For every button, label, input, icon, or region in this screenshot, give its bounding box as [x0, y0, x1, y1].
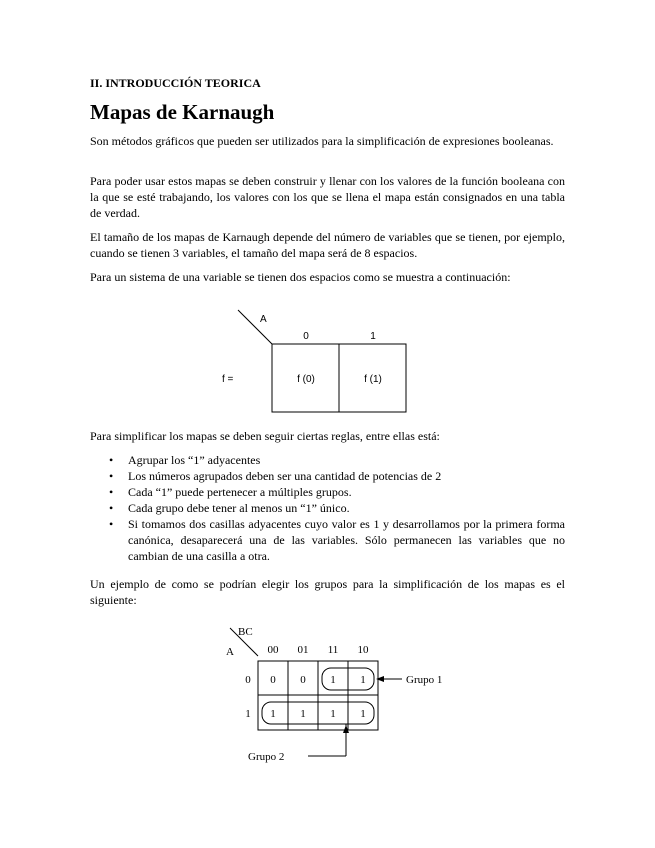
kmap1-function-label: f =: [222, 374, 234, 385]
paragraph-example-intro: Un ejemplo de como se podrían elegir los grupos para la simplificación de los mapas es el siguiente:: [90, 577, 565, 607]
rule-item: • Si tomamos dos casillas adyacentes cuyo valor es 1 y desarrollamos por la primera forma canónica, desaparecerá una de las variables. Sólo permanecen las variables que no cambian de una casilla a otra.: [128, 516, 565, 564]
kmap2-body: [226, 622, 566, 768]
paragraph-definition: Son métodos gráficos que pueden ser utilizados para la simplificación de expresiones booleanas.: [90, 134, 554, 148]
page-title: Mapas de Karnaugh: [90, 100, 275, 124]
one-variable-kmap-figure: [220, 306, 420, 418]
kmap1-variable-label: A: [260, 314, 267, 325]
rules-list: [90, 452, 565, 564]
rule-item: • Los números agrupados deben ser una cantidad de potencias de 2: [128, 468, 565, 484]
kmap2-column-variable: BC: [238, 626, 253, 638]
kmap2-cell: 1: [300, 708, 306, 720]
kmap2-cell: 1: [270, 708, 276, 720]
kmap2-cell: 1: [360, 708, 366, 720]
rule-item: • Cada grupo debe tener al menos un “1” único.: [128, 500, 565, 516]
kmap2-col-header-10: 10: [357, 644, 369, 656]
rule-item: • Cada “1” puede pertenecer a múltiples grupos.: [128, 484, 565, 500]
group-1-arrowhead: [376, 676, 384, 682]
group-2-label: Grupo 2: [248, 751, 285, 763]
paragraph-size: El tamaño de los mapas de Karnaugh depende del número de variables que se tienen, por ejemplo, cuando se tienen 3 variables, el tamaño del mapa será de 8 espacios.: [90, 230, 565, 260]
kmap2-cell: 1: [360, 674, 366, 686]
kmap2-cell: 1: [330, 674, 336, 686]
section-heading: II. INTRODUCCIÓN TEORICA: [90, 76, 261, 90]
paragraph-rules-intro: Para simplificar los mapas se deben seguir ciertas reglas, entre ellas está:: [90, 429, 440, 443]
paragraph-construction: Para poder usar estos mapas se deben construir y llenar con los valores de la función booleana con la que se esté trabajando, los valores con los que se llena el mapa están consignados en una tabla de verdad.: [90, 174, 565, 220]
kmap1-cell-1: f (1): [364, 374, 382, 385]
kmap1-cell-0: f (0): [297, 374, 315, 385]
kmap1-col-header-0: 0: [303, 331, 309, 342]
kmap2-row-variable: A: [226, 646, 234, 658]
rule-item: • Agrupar los “1” adyacentes: [128, 452, 565, 468]
kmap2-row-header-1: 1: [245, 708, 251, 720]
kmap2-cell: 0: [270, 674, 276, 686]
kmap2-col-header-01: 01: [297, 644, 309, 656]
kmap1-diagonal-line: [238, 310, 272, 344]
paragraph-one-variable: Para un sistema de una variable se tienen dos espacios como se muestra a continuación:: [90, 270, 511, 284]
kmap2-cell: 1: [330, 708, 336, 720]
kmap2-col-header-11: 11: [327, 644, 339, 656]
kmap2-row-header-0: 0: [245, 674, 251, 686]
group-1-label: Grupo 1: [406, 674, 443, 686]
kmap2-col-header-00: 00: [267, 644, 279, 656]
kmap1-col-header-1: 1: [370, 331, 376, 342]
kmap2-cell: 0: [300, 674, 306, 686]
